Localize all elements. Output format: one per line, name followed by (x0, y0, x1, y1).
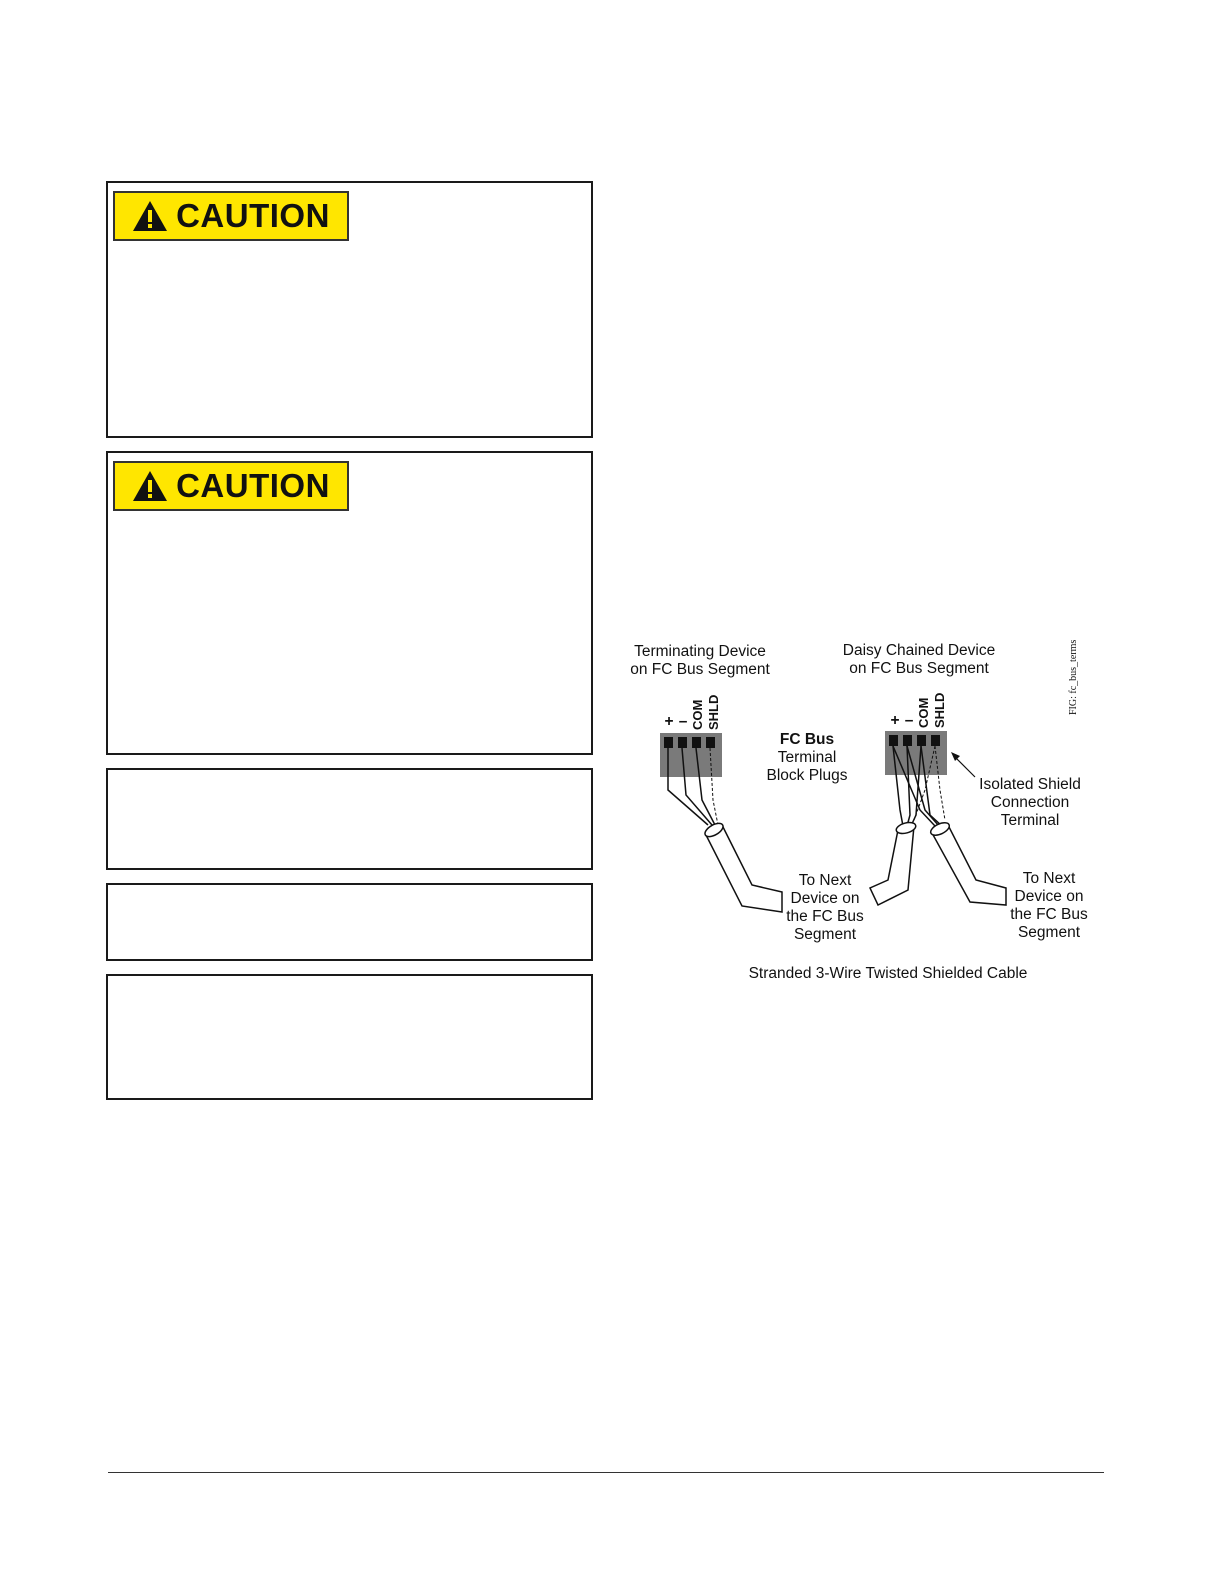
left-plus-label: + (664, 713, 674, 730)
note-box-3 (106, 974, 593, 1100)
right-plus-label: + (890, 712, 900, 729)
footer-rule (108, 1472, 1104, 1473)
caution-box-1 (106, 181, 593, 438)
figure-caption: Stranded 3-Wire Twisted Shielded Cable (748, 965, 1028, 982)
next-device-right-line1: To Next (1022, 870, 1076, 887)
left-com-label: COM (690, 699, 705, 730)
isolated-shield-line2: Connection (990, 794, 1070, 811)
note-box-1 (106, 768, 593, 870)
caution-text-2: CAUTION (176, 467, 330, 504)
figure-id: FIG: fc_bus_terms (1068, 639, 1079, 715)
next-device-right-line2: Device on (1014, 888, 1084, 905)
left-terminal-block (660, 733, 722, 777)
next-device-mid-line2: Device on (790, 890, 860, 907)
warning-icon (132, 200, 168, 232)
caution-box-2 (106, 451, 593, 755)
next-device-mid-line1: To Next (798, 872, 852, 889)
caution-label-2 (113, 461, 349, 511)
note-box-2 (106, 883, 593, 961)
terminating-title-line2: on FC Bus Segment (630, 661, 770, 678)
fc-bus-wiring-figure (620, 630, 1100, 1000)
daisy-title-line1: Daisy Chained Device (842, 642, 996, 659)
next-device-mid-line3: the FC Bus (786, 908, 864, 925)
next-device-mid-line4: Segment (793, 926, 857, 943)
warning-icon (132, 470, 168, 502)
terminating-title-line1: Terminating Device (634, 643, 766, 660)
left-shld-label: SHLD (706, 694, 721, 730)
right-com-label: COM (916, 697, 931, 728)
isolated-shield-line1: Isolated Shield (979, 776, 1081, 793)
shield-arrow-icon (951, 752, 975, 777)
daisy-title-line2: on FC Bus Segment (849, 660, 989, 677)
caution-label-1 (113, 191, 349, 241)
fc-bus-label: FC Bus (779, 731, 835, 748)
left-minus-label: – (678, 713, 688, 730)
terminal-block-plugs-line2: Block Plugs (766, 767, 848, 784)
left-cable (703, 821, 782, 912)
right-cable-left (870, 821, 917, 905)
right-cable-right (929, 820, 1006, 905)
caution-text-1: CAUTION (176, 197, 330, 234)
right-minus-label: – (904, 712, 914, 729)
next-device-right-line3: the FC Bus (1010, 906, 1088, 923)
next-device-right-line4: Segment (1017, 924, 1081, 941)
right-shld-label: SHLD (932, 692, 947, 728)
terminal-block-plugs-line1: Terminal (777, 749, 837, 766)
isolated-shield-line3: Terminal (1000, 812, 1060, 829)
